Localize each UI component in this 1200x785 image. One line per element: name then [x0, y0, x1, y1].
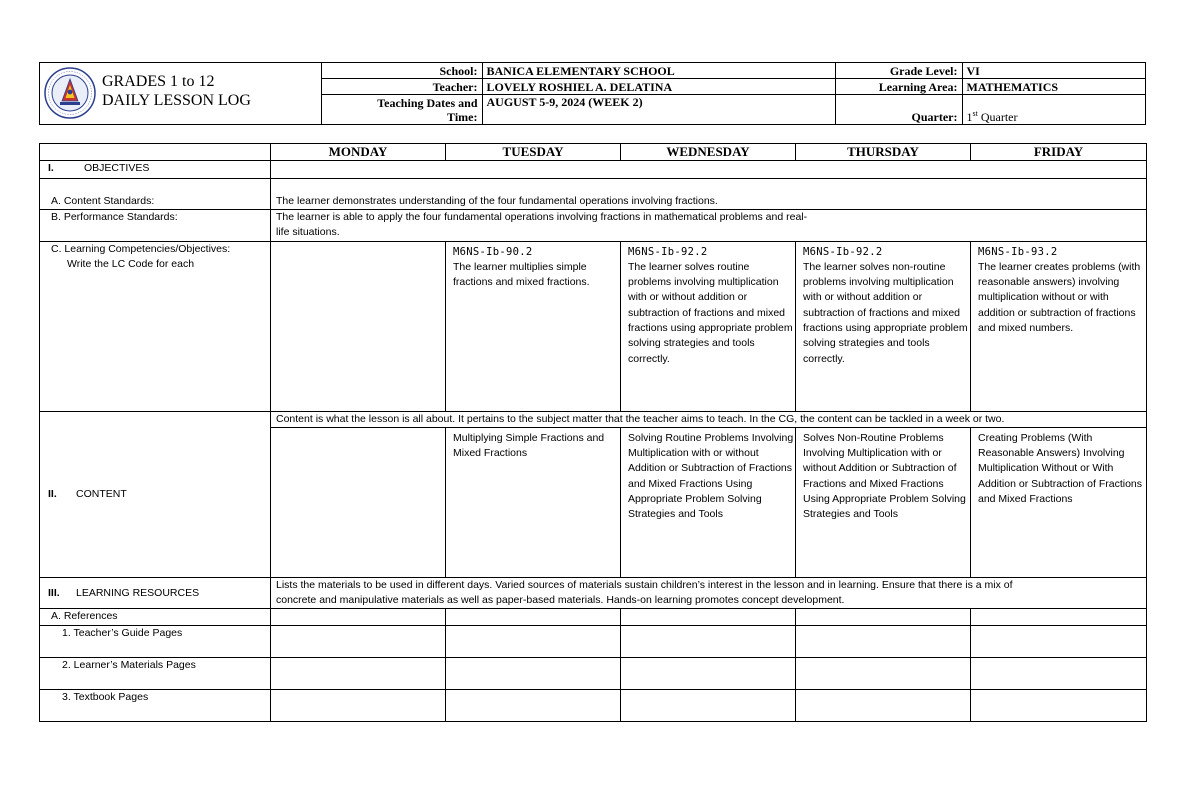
teachers-guide-cell-thursday — [796, 625, 971, 657]
learners-materials-row — [40, 657, 1147, 689]
textbook-cell-tuesday — [446, 689, 621, 721]
performance-standards-row — [40, 210, 1147, 242]
content-standards-label: A. Content Standards: — [40, 179, 271, 210]
objectives-heading-fill — [271, 161, 1147, 179]
brand-line-grades: GRADES 1 to 12 — [102, 73, 215, 90]
content-topic-thursday: Solves Non-Routine Problems Involving Multiplication with or without Addition or Subtraction of Fractions and Mixed Fractions Using Appropriate Problem Solving Strategies and Tools — [796, 427, 971, 577]
lc-cell-friday — [971, 241, 1147, 411]
day-header-thursday: THURSDAY — [796, 144, 971, 161]
school-value: BANICA ELEMENTARY SCHOOL — [482, 63, 835, 79]
day-header-wednesday: WEDNESDAY — [621, 144, 796, 161]
teachers-guide-cell-tuesday — [446, 625, 621, 657]
performance-standards-label: B. Performance Standards: — [40, 210, 271, 242]
lc-text: The learner solves routine problems involving multiplication with or without addition or subtraction of fractions and mixed fractions using appropriate problem solving strategies and tools correctly. — [628, 260, 793, 365]
textbook-cell-wednesday — [621, 689, 796, 721]
learning-area-label: Learning Area: — [835, 79, 962, 95]
resources-note-line2: concrete and manipulative materials as well as paper-based materials. Hands-on learning promotes concept development. — [276, 594, 845, 607]
day-header-monday: MONDAY — [271, 144, 446, 161]
teachers-guide-label: 1. Teacher’s Guide Pages — [40, 625, 271, 657]
learning-competencies-label-line1: C. Learning Competencies/Objectives: — [51, 242, 231, 255]
content-topic-friday: Creating Problems (With Reasonable Answers) Involving Multiplication Without or With Addition or Subtraction of Fractions and Mixed Fractions — [971, 427, 1147, 577]
resources-title: LEARNING RESOURCES — [76, 586, 200, 599]
teaching-dates-value: AUGUST 5-9, 2024 (WEEK 2) — [482, 95, 835, 125]
brand-block — [40, 63, 322, 124]
content-topic-wednesday: Solving Routine Problems Involving Multiplication with or without Addition or Subtraction of Fractions and Mixed Fractions Using Appropriate Problem Solving Strategies and Tools — [621, 427, 796, 577]
lc-code: M6NS-Ib-93.2 — [978, 245, 1058, 258]
content-note-row — [40, 411, 1147, 427]
brand-title — [102, 72, 251, 110]
day-header-row — [40, 144, 1147, 161]
learning-competencies-row — [40, 241, 1147, 411]
teachers-guide-cell-monday — [271, 625, 446, 657]
header-info — [322, 63, 1145, 124]
teachers-guide-cell-wednesday — [621, 625, 796, 657]
textbook-cell-thursday — [796, 689, 971, 721]
textbook-label: 3. Textbook Pages — [40, 689, 271, 721]
performance-standards-text — [271, 210, 1147, 242]
school-label: School: — [322, 63, 482, 79]
brand-line-dll: DAILY LESSON LOG — [102, 92, 251, 109]
quarter-value — [962, 95, 1145, 125]
deped-seal-logo — [44, 67, 96, 119]
header-box — [39, 62, 1146, 125]
lesson-log-table — [39, 143, 1147, 722]
learners-materials-cell-tuesday — [446, 657, 621, 689]
lc-text: The learner solves non-routine problems involving multiplication with or without addition or subtraction of fractions and mixed fractions using appropriate problem solving strategies and tools correctly. — [803, 260, 968, 365]
references-cell-tuesday — [446, 609, 621, 625]
content-roman: II. — [48, 487, 57, 500]
learners-materials-cell-thursday — [796, 657, 971, 689]
day-header-tuesday: TUESDAY — [446, 144, 621, 161]
learning-competencies-label — [40, 241, 271, 411]
lc-code: M6NS-Ib-92.2 — [803, 245, 883, 258]
learners-materials-cell-wednesday — [621, 657, 796, 689]
day-header-friday: FRIDAY — [971, 144, 1147, 161]
references-cell-wednesday — [621, 609, 796, 625]
learning-competencies-label-line2: Write the LC Code for each — [67, 257, 195, 270]
performance-standards-line1: The learner is able to apply the four fundamental operations involving fractions in mathematical problems and real- — [276, 211, 808, 223]
lc-text: The learner multiplies simple fractions and mixed fractions. — [453, 260, 590, 289]
references-cell-friday — [971, 609, 1147, 625]
content-title: CONTENT — [76, 487, 127, 500]
textbook-cell-friday — [971, 689, 1147, 721]
learners-materials-cell-monday — [271, 657, 446, 689]
lc-text: The learner creates problems (with reasonable answers) involving multiplication without or with addition or subtraction of fractions and mixed numbers. — [978, 260, 1141, 335]
references-cell-monday — [271, 609, 446, 625]
objectives-title: OBJECTIVES — [84, 162, 150, 174]
teaching-dates-label-line1: Teaching Dates and — [377, 96, 478, 110]
quarter-ordinal: st — [972, 109, 978, 118]
teacher-value: LOVELY ROSHIEL A. DELATINA — [482, 79, 835, 95]
content-standards-text: The learner demonstrates understanding of the four fundamental operations involving fractions. — [271, 179, 1147, 210]
references-label: A. References — [40, 609, 271, 625]
teachers-guide-row — [40, 625, 1147, 657]
lc-cell-wednesday — [621, 241, 796, 411]
grade-level-label: Grade Level: — [835, 63, 962, 79]
lc-cell-monday — [271, 241, 446, 411]
objectives-heading-row — [40, 161, 1147, 179]
teaching-dates-label — [322, 95, 482, 125]
references-row — [40, 609, 1147, 625]
lc-cell-tuesday — [446, 241, 621, 411]
lc-cell-thursday — [796, 241, 971, 411]
resources-note-line1: Lists the materials to be used in different days. Varied sources of materials sustain children’s interest in the lesson and in learning. Ensure that there is a mix of — [276, 578, 1013, 591]
quarter-number: 1 — [966, 110, 973, 124]
resources-heading — [40, 577, 271, 609]
performance-standards-line2: life situations. — [276, 226, 340, 239]
objectives-heading — [40, 161, 271, 179]
content-topic-monday — [271, 427, 446, 577]
resources-row — [40, 577, 1147, 609]
textbook-row — [40, 689, 1147, 721]
resources-note — [271, 577, 1147, 609]
content-standards-row — [40, 179, 1147, 210]
content-topic-tuesday: Multiplying Simple Fractions and Mixed Fractions — [446, 427, 621, 577]
quarter-word: Quarter — [977, 110, 1018, 124]
textbook-cell-monday — [271, 689, 446, 721]
teachers-guide-cell-friday — [971, 625, 1147, 657]
learners-materials-cell-friday — [971, 657, 1147, 689]
lc-code: M6NS-Ib-92.2 — [628, 245, 708, 258]
content-note: Content is what the lesson is all about. It pertains to the subject matter that the teacher aims to teach. In the CG, the content can be tackled in a week or two. — [271, 411, 1147, 427]
learners-materials-label: 2. Learner’s Materials Pages — [40, 657, 271, 689]
content-heading — [40, 411, 271, 577]
teacher-label: Teacher: — [322, 79, 482, 95]
lc-code: M6NS-Ib-90.2 — [453, 245, 533, 258]
grade-level-value: VI — [962, 63, 1145, 79]
corner-cell — [40, 144, 271, 161]
learning-area-value: MATHEMATICS — [962, 79, 1145, 95]
references-cell-thursday — [796, 609, 971, 625]
resources-roman: III. — [48, 586, 60, 599]
objectives-roman: I. — [48, 162, 54, 174]
quarter-label: Quarter: — [835, 95, 962, 125]
teaching-dates-label-line2: Time: — [447, 110, 478, 124]
